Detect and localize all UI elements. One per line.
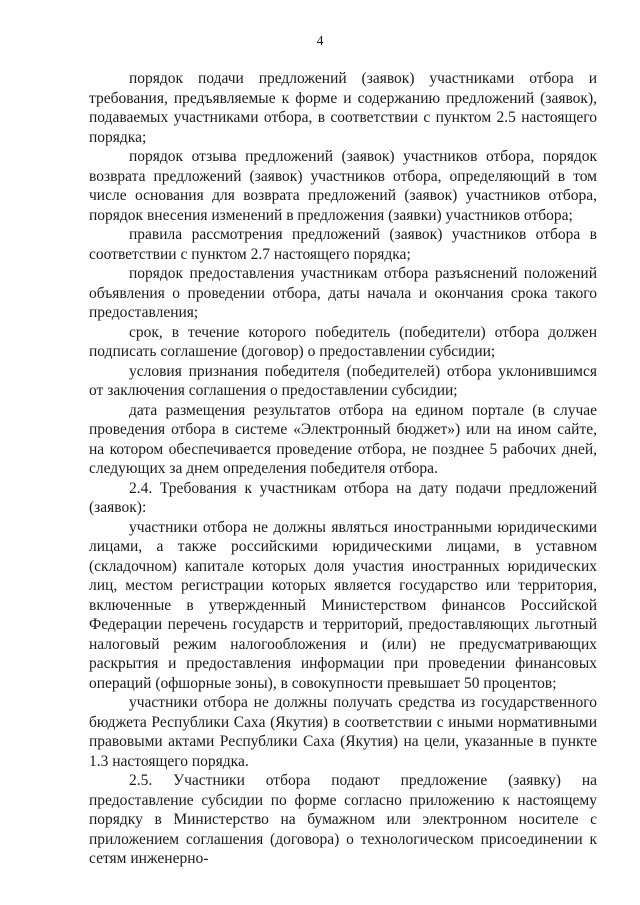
paragraph: срок, в течение которого победитель (победители) отбора должен подписать соглашение (договор) о предоставлении субсидии; <box>89 323 597 360</box>
paragraph: участники отбора не должны являться иностранными юридическими лицами, а также российскими юридическими лицами, в уставном (складочном) капитале которых доля участия иностранных юридических лиц, местом регистрации которых является государство или территория, включенные в утвержденный Министерством финансов Российской Федерации перечень государств и территорий, предоставляющих льготный налоговый режим налогообложения и (или) не предусматривающих раскрытия и предоставления информации при проведении финансовых операций (офшорные зоны), в совокупности превышает 50 процентов; <box>89 518 597 692</box>
paragraph: условия признания победителя (победителей) отбора уклонившимся от заключения соглашения о предоставлении субсидии; <box>89 362 597 399</box>
document-body <box>89 69 597 869</box>
paragraph: порядок предоставления участникам отбора разъяснений положений объявления о проведении отбора, даты начала и окончания срока такого предоставления; <box>89 265 597 321</box>
paragraph: правила рассмотрения предложений (заявок) участников отбора в соответствии с пунктом 2.7 настоящего порядка; <box>89 226 597 263</box>
paragraph: участники отбора не должны получать средства из государственного бюджета Республики Саха (Якутия) в соответствии с иными нормативными правовыми актами Республики Саха (Якутия) на цели, указанные в пункте 1.3 настоящего порядка. <box>89 694 597 770</box>
paragraph: порядок подачи предложений (заявок) участниками отбора и требования, предъявляемые к форме и содержанию предложений (заявок), подаваемых участниками отбора, в соответствии с пунктом 2.5 настоящего порядка; <box>89 70 597 146</box>
section-heading-2-4: 2.4. Требования к участникам отбора на дату подачи предложений (заявок): <box>89 479 597 516</box>
page-number: 4 <box>316 34 324 49</box>
paragraph: дата размещения результатов отбора на едином портале (в случае проведения отбора в системе «Электронный бюджет») или на ином сайте, на котором обеспечивается проведение отбора, не позднее 5 рабочих дней, следующих за днем определения победителя отбора. <box>89 401 597 477</box>
section-heading-2-5: 2.5. Участники отбора подают предложение (заявку) на предоставление субсидии по форме согласно приложению к настоящему порядку в Министерство на бумажном или электронном носителе с приложением соглашения (договора) о технологическом присоединении к сетям инженерно- <box>89 772 597 867</box>
paragraph: порядок отзыва предложений (заявок) участников отбора, порядок возврата предложений (заявок) участников отбора, определяющий в том числе основания для возврата предложений (заявок) участников отбора, порядок внесения изменений в предложения (заявки) участников отбора; <box>89 148 597 224</box>
